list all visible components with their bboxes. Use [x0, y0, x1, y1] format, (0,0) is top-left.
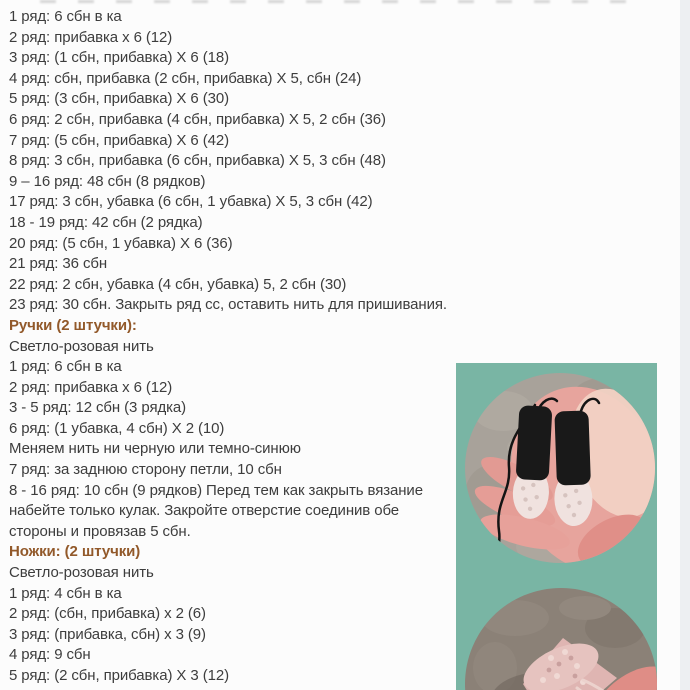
- pattern-text: [9, 7, 447, 687]
- right-edge-strip: [680, 0, 690, 690]
- photo-panel: [456, 363, 657, 690]
- pattern-line: 21 ряд: 36 сбн: [9, 255, 108, 273]
- pattern-line: Меняем нить ни черную или темно-синюю: [9, 440, 301, 458]
- pattern-line: 3 - 5 ряд: 12 сбн (3 рядка): [9, 399, 187, 417]
- pattern-line: 1 ряд: 4 сбн в ка: [9, 584, 122, 602]
- pattern-line: 3 ряд: (прибавка, сбн) х 3 (9): [9, 625, 206, 643]
- pattern-line: Светло-розовая нить: [9, 337, 154, 355]
- pattern-line: 5 ряд: (2 сбн, прибавка) Х 3 (12): [9, 667, 229, 684]
- pattern-line: 7 ряд: за заднюю сторону петли, 10 сбн: [9, 461, 282, 479]
- pattern-line: 2 ряд: прибавка х 6 (12): [9, 28, 173, 46]
- pattern-line: 2 ряд: прибавка х 6 (12): [9, 378, 173, 396]
- pattern-line: 7 ряд: (5 сбн, прибавка) Х 6 (42): [9, 131, 229, 149]
- pattern-line: набейте только кулак. Закройте отверстие соединив обе: [9, 502, 400, 520]
- pattern-line: 18 - 19 ряд: 42 сбн (2 рядка): [9, 213, 203, 231]
- photo-pink-crocheted-piece: [465, 588, 657, 690]
- pattern-line: 2 ряд: (сбн, прибавка) х 2 (6): [9, 605, 206, 623]
- pattern-line: 22 ряд: 2 сбн, убавка (4 сбн, убавка) 5, 2 сбн (30): [9, 275, 347, 293]
- pattern-line: 4 ряд: сбн, прибавка (2 сбн, прибавка) Х 5, сбн (24): [9, 69, 362, 87]
- pattern-line: 17 ряд: 3 сбн, убавка (6 сбн, 1 убавка) Х 5, 3 сбн (42): [9, 193, 373, 211]
- hand-photo-graphic: [465, 373, 655, 563]
- pattern-line: Светло-розовая нить: [9, 564, 154, 582]
- pattern-line: 6 ряд: (1 убавка, 4 сбн) Х 2 (10): [9, 419, 225, 437]
- pattern-line: 23 ряд: 30 сбн. Закрыть ряд сс, оставить нить для пришивания.: [9, 296, 447, 314]
- pattern-line: 9 – 16 ряд: 48 сбн (8 рядков): [9, 172, 206, 190]
- crocheted-arm-right: [551, 410, 593, 526]
- section-heading: Ножки: (2 штучки): [9, 543, 141, 561]
- pattern-line: 8 ряд: 3 сбн, прибавка (6 сбн, прибавка) Х 5, 3 сбн (48): [9, 152, 386, 170]
- pattern-line: 1 ряд: 6 сбн в ка: [9, 8, 122, 25]
- pattern-line: 5 ряд: (3 сбн, прибавка) Х 6 (30): [9, 90, 229, 108]
- pattern-line: 3 ряд: (1 сбн, прибавка) Х 6 (18): [9, 49, 229, 67]
- pattern-line: 1 ряд: 6 сбн в ка: [9, 358, 122, 376]
- pattern-line: стороны и провязав 5 сбн.: [9, 522, 191, 540]
- section-heading: Ручки (2 штучки):: [9, 316, 137, 334]
- pattern-line: 8 - 16 ряд: 10 сбн (9 рядков) Перед тем как закрыть вязание: [9, 481, 423, 499]
- photo-hand-with-crocheted-arms: [465, 373, 655, 563]
- pattern-line: 6 ряд: 2 сбн, прибавка (4 сбн, прибавка) Х 5, 2 сбн (36): [9, 110, 386, 128]
- cropped-text-artifact: [40, 0, 640, 3]
- pattern-line: 4 ряд: 9 сбн: [9, 646, 91, 664]
- pattern-line: 20 ряд: (5 сбн, 1 убавка) Х 6 (36): [9, 234, 233, 252]
- pink-piece-photo-graphic: [465, 588, 657, 690]
